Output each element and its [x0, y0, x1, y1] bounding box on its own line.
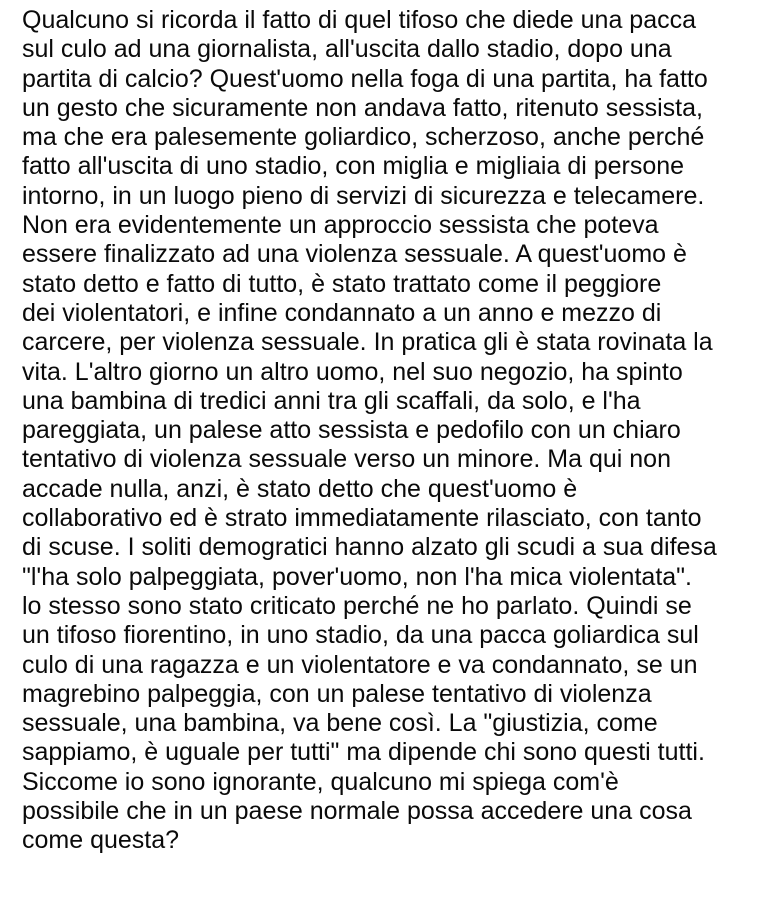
- text-line: sul culo ad una giornalista, all'uscita dallo stadio, dopo una: [22, 35, 672, 64]
- text-line: di scuse. I soliti demogratici hanno alzato gli scudi a sua difesa: [22, 533, 717, 562]
- text-line: magrebino palpeggia, con un palese tentativo di violenza: [22, 679, 652, 708]
- text-line: un gesto che sicuramente non andava fatto, ritenuto sessista,: [22, 93, 703, 122]
- text-line: lo stesso sono stato criticato perché ne ho parlato. Quindi se: [22, 591, 692, 620]
- text-line: come questa?: [22, 826, 180, 855]
- text-line: vita. L'altro giorno un altro uomo, nel suo negozio, ha spinto: [22, 357, 683, 386]
- text-line: sappiamo, è uguale per tutti" ma dipende chi sono questi tutti.: [22, 738, 705, 767]
- text-line: Non era evidentemente un approccio sessista che poteva: [22, 211, 659, 240]
- text-line: "l'ha solo palpeggiata, pover'uomo, non l'ha mica violentata".: [22, 562, 692, 591]
- text-line: ma che era palesemente goliardico, scherzoso, anche perché: [22, 123, 705, 152]
- text-line: pareggiata, un palese atto sessista e pedofilo con un chiaro: [22, 416, 681, 445]
- text-line: Qualcuno si ricorda il fatto di quel tifoso che diede una pacca: [22, 6, 697, 34]
- text-line: collaborativo ed è strato immediatamente rilasciato, con tanto: [22, 504, 702, 533]
- text-line: sessuale, una bambina, va bene così. La "giustizia, come: [22, 709, 658, 738]
- text-line: fatto all'uscita di uno stadio, con miglia e migliaia di persone: [22, 152, 685, 181]
- text-line: una bambina di tredici anni tra gli scaffali, da solo, e l'ha: [22, 386, 641, 415]
- text-line: Siccome io sono ignorante, qualcuno mi spiega com'è: [22, 767, 619, 796]
- text-line: possibile che in un paese normale possa accedere una cosa: [22, 797, 692, 826]
- text-line: stato detto e fatto di tutto, è stato trattato come il peggiore: [22, 269, 662, 298]
- post-text: [22, 6, 766, 856]
- text-line: dei violentatori, e infine condannato a un anno e mezzo di: [22, 298, 662, 327]
- text-line: essere finalizzato ad una violenza sessuale. A quest'uomo è: [22, 240, 687, 269]
- text-line: accade nulla, anzi, è stato detto che quest'uomo è: [22, 474, 578, 503]
- text-line: tentativo di violenza sessuale verso un minore. Ma qui non: [22, 445, 671, 474]
- text-line: un tifoso fiorentino, in uno stadio, da una pacca goliardica sul: [22, 621, 699, 650]
- text-line: intorno, in un luogo pieno di servizi di sicurezza e telecamere.: [22, 181, 705, 210]
- text-line: partita di calcio? Quest'uomo nella foga di una partita, ha fatto: [22, 64, 708, 93]
- text-line: carcere, per violenza sessuale. In pratica gli è stata rovinata la: [22, 328, 713, 357]
- text-line: culo di una ragazza e un violentatore e va condannato, se un: [22, 650, 698, 679]
